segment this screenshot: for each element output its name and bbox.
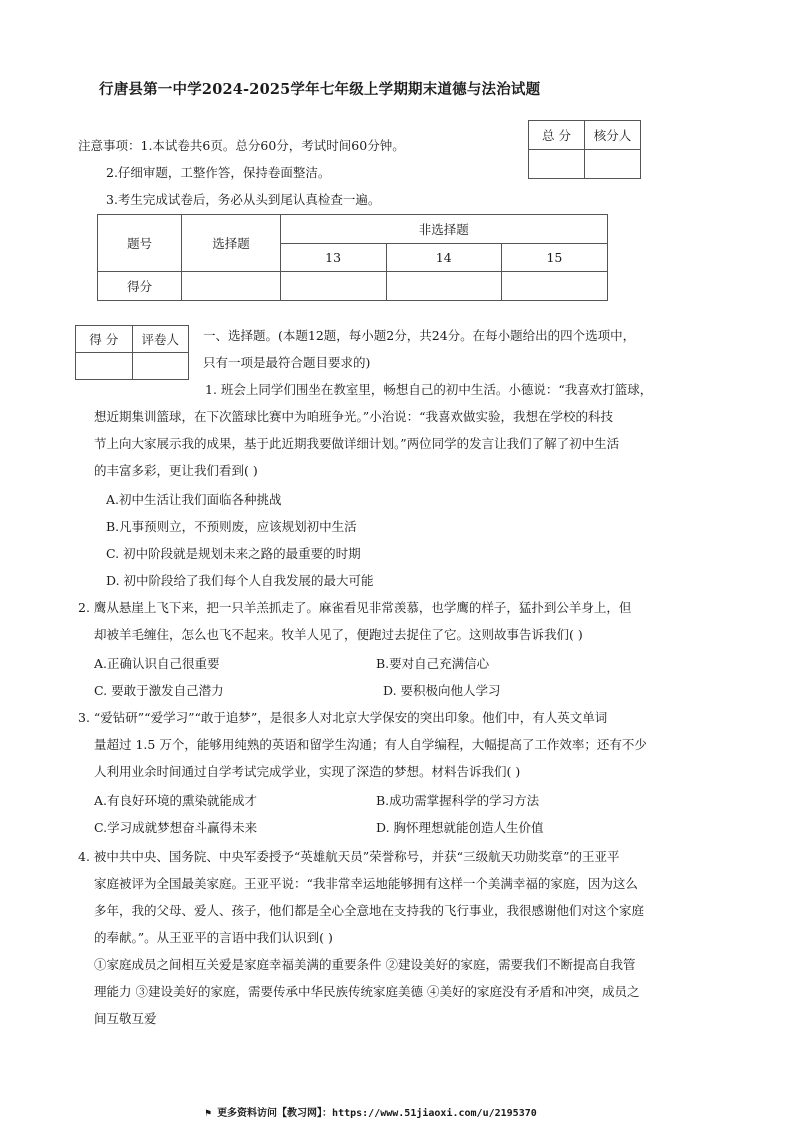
q3-line-1: 3. “爱钻研”“爱学习”“敢于追梦”，是很多人对北京大学保安的突出印象。他们中，有人英文单词 [78,710,608,725]
q4-line-3: 多年，我的父母、爱人、孩子，他们都是全心全意地在支持我的飞行事业，我很感谢他们对这个家庭 [94,903,645,918]
flag-icon: ⚑ [205,1108,212,1119]
q2-option-d[interactable]: D. 要积极向他人学习 [383,683,501,698]
q3-option-b[interactable]: B.成功需掌握科学的学习方法 [376,793,540,808]
score-table-header-nonchoice: 非选择题 [280,215,607,244]
grader-name-label: 评卷人 [132,326,189,353]
q1-option-b[interactable]: B.凡事预则立，不预则废，应该规划初中生活 [106,519,357,534]
q1-line-4: 的丰富多彩，更让我们看到( ) [94,463,258,478]
total-score-label: 总 分 [529,121,585,150]
q2-option-b[interactable]: B.要对自己充满信心 [376,656,490,671]
q1-option-a[interactable]: A.初中生活让我们面临各种挑战 [106,492,282,507]
grader-score-label: 得 分 [76,326,133,353]
score-table-col-13: 13 [280,244,386,272]
total-score-box [528,120,641,179]
score-table-row-label: 得分 [98,272,182,301]
q4-line-1: 4. 被中共中央、国务院、中央军委授予“英雄航天员”荣誉称号，并获“三级航天功勋奖章”的王亚平 [78,849,620,864]
score-table-header-choice: 选择题 [182,215,280,272]
q3-option-d[interactable]: D. 胸怀理想就能创造人生价值 [376,820,544,835]
q3-line-2: 量超过 1.5 万个，能够用纯熟的英语和留学生沟通；有人自学编程，大幅提高了工作效率；还有不少 [94,737,647,752]
grader-name-cell[interactable] [132,353,189,380]
q4-line-2: 家庭被评为全国最美家庭。王亚平说：“我非常幸运地能够拥有这样一个美满幸福的家庭，因为这么 [94,876,638,891]
footer-link[interactable] [205,1104,537,1119]
checker-label: 核分人 [585,121,641,150]
score-table-header-qnum: 题号 [98,215,182,272]
score-table-col-14: 14 [386,244,501,272]
grader-score-cell[interactable] [76,353,133,380]
q1-line-2: 想近期集训篮球，在下次篮球比赛中为咱班争光。”小治说：“我喜欢做实验，我想在学校的科技 [94,409,614,424]
q2-option-c[interactable]: C. 要敢于激发自己潜力 [94,683,224,698]
q4-line-4: 的奉献。”。从王亚平的言语中我们认识到( ) [94,930,333,945]
score-cell-14[interactable] [386,272,501,301]
q2-line-1: 2. 鹰从悬崖上飞下来，把一只羊羔抓走了。麻雀看见非常羡慕，也学鹰的样子，猛扑到公羊身上，但 [78,600,632,615]
page-title: 行唐县第一中学2024-2025学年七年级上学期期末道德与法治试题 [99,81,541,98]
footer-text: 更多资料访问【教习网】：https://www.51jiaoxi.com/u/2195370 [217,1108,537,1119]
q1-option-d[interactable]: D. 初中阶段给了我们每个人自我发展的最大可能 [106,573,374,588]
section1-line1: 一、选择题。(本题12题，每小题2分，共24分。在每小题给出的四个选项中， [203,328,636,343]
q3-option-a[interactable]: A.有良好环境的熏染就能成才 [94,793,258,808]
q4-statement-line-3: 间互敬互爱 [94,1011,157,1026]
score-cell-choice[interactable] [182,272,280,301]
q1-line-3: 节上向大家展示我的成果，基于此近期我要做详细计划。”两位同学的发言让我们了解了初中生活 [94,436,620,451]
q3-option-c[interactable]: C.学习成就梦想奋斗赢得未来 [94,820,258,835]
q3-line-3: 人利用业余时间通过自学考试完成学业，实现了深造的梦想。材料告诉我们( ) [94,764,521,779]
section1-line2: 只有一项是最符合题目要求的) [203,355,371,370]
q2-line-2: 却被羊毛缠住，怎么也飞不起来。牧羊人见了，便跑过去捉住了它。这则故事告诉我们( ) [94,627,583,642]
q2-option-a[interactable]: A.正确认识自己很重要 [94,656,220,671]
score-table-col-15: 15 [501,244,607,272]
checker-cell[interactable] [585,150,641,179]
q1-option-c[interactable]: C. 初中阶段就是规划未来之路的最重要的时期 [106,546,361,561]
q4-statement-line-2: 理能力 ③建设美好的家庭，需要传承中华民族传统家庭美德 ④美好的家庭没有矛盾和冲突，成员之 [94,984,640,999]
score-cell-15[interactable] [501,272,607,301]
score-cell-13[interactable] [280,272,386,301]
total-score-cell[interactable] [529,150,585,179]
score-table [97,214,608,301]
grader-box [75,325,189,380]
q1-line-1: 1. 班会上同学们围坐在教室里，畅想自己的初中生活。小德说：“我喜欢打篮球， [205,382,653,397]
notice-line-3: 3.考生完成试卷后，务必从头到尾认真检查一遍。 [106,192,381,207]
notice-line-1: 注意事项：1.本试卷共6页。总分60分，考试时间60分钟。 [78,138,405,153]
q4-statement-line-1: ①家庭成员之间相互关爱是家庭幸福美满的重要条件 ②建设美好的家庭，需要我们不断提高自我管 [94,957,636,972]
notice-line-2: 2.仔细审题，工整作答，保持卷面整洁。 [106,165,331,180]
